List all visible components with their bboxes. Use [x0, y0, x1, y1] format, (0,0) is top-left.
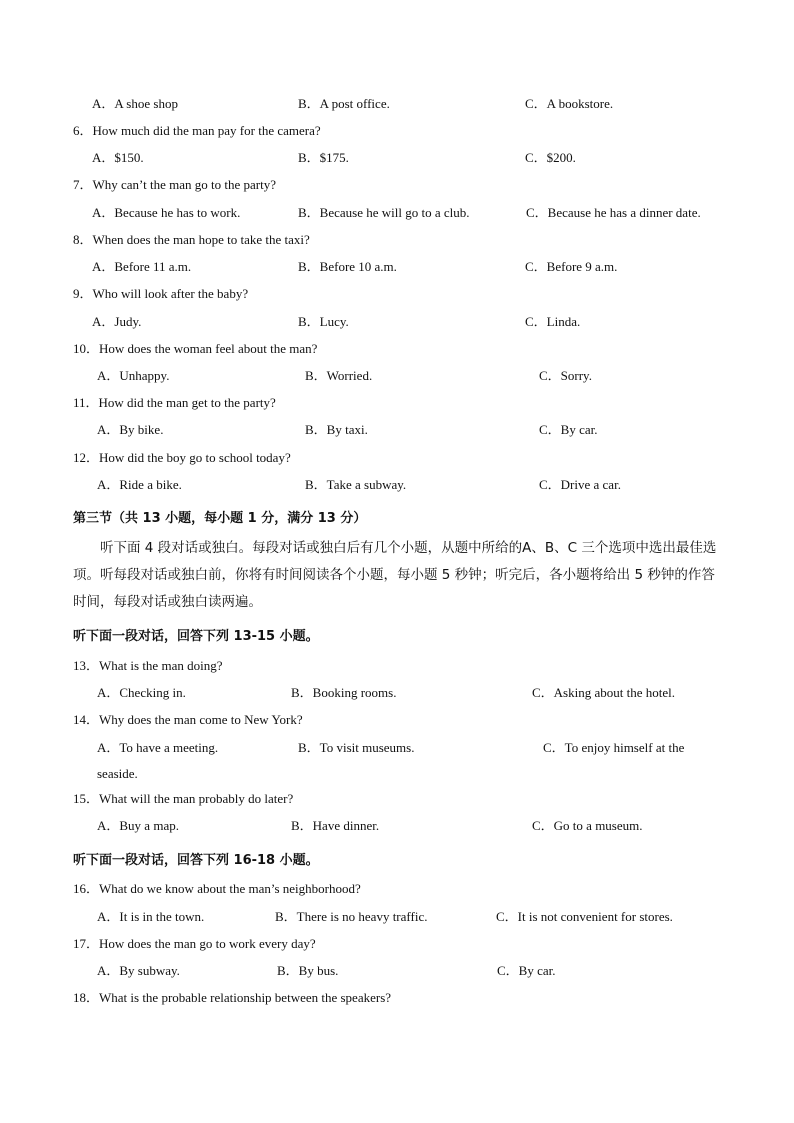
q17-option-b: B．By bus.: [277, 963, 339, 978]
q16-option-b: B．There is no heavy traffic.: [275, 909, 428, 924]
q14-option-a: A．To have a meeting.: [97, 740, 219, 755]
q16-option-a: A．It is in the town.: [97, 909, 205, 924]
q6-stem: 6．How much did the man pay for the camera?: [73, 123, 321, 138]
q7-option-b: B．Because he will go to a club.: [298, 205, 470, 220]
q10-option-b: B．Worried.: [305, 368, 373, 383]
q16-option-c: C．It is not convenient for stores.: [496, 909, 673, 924]
dialog-13-15-title: 听下面一段对话，回答下列 13-15 小题。: [73, 629, 319, 644]
q5-option-a: A．A shoe shop: [92, 96, 178, 111]
q9-option-b: B．Lucy.: [298, 314, 349, 329]
q13-option-c: C．Asking about the hotel.: [532, 685, 675, 700]
q15-option-a: A．Buy a map.: [97, 818, 179, 833]
q13-option-a: A．Checking in.: [97, 685, 186, 700]
q9-option-a: A．Judy.: [92, 314, 142, 329]
q8-option-b: B．Before 10 a.m.: [298, 259, 397, 274]
q12-stem: 12．How did the boy go to school today?: [73, 450, 291, 465]
q7-option-c: C．Because he has a dinner date.: [526, 205, 701, 220]
q14-option-c: C．To enjoy himself at the: [543, 740, 685, 755]
q17-option-c: C．By car.: [497, 963, 556, 978]
section-3-instructions: 听下面 4 段对话或独白。每段对话或独白后有几个小题，从题中所给的A、B、C 三个选项中选出最佳选项。听每段对话或独白前，你将有时间阅读各个小题，每小题 5 秒钟；听完后，各小题将给出 5 秒钟的作答时间，每段对话或独白读两遍。: [73, 540, 717, 610]
q5-option-b: B．A post office.: [298, 96, 390, 111]
q12-option-b: B．Take a subway.: [305, 477, 407, 492]
q11-option-a: A．By bike.: [97, 422, 164, 437]
dialog-16-18-title: 听下面一段对话，回答下列 16-18 小题。: [73, 853, 319, 868]
q15-option-c: C．Go to a museum.: [532, 818, 643, 833]
q6-option-a: A．$150.: [92, 150, 144, 165]
q15-stem: 15．What will the man probably do later?: [73, 791, 294, 806]
q8-stem: 8．When does the man hope to take the taxi?: [73, 232, 310, 247]
q11-option-b: B．By taxi.: [305, 422, 368, 437]
q9-option-c: C．Linda.: [525, 314, 581, 329]
q11-stem: 11．How did the man get to the party?: [73, 395, 276, 410]
q6-option-b: B．$175.: [298, 150, 349, 165]
q13-option-b: B．Booking rooms.: [291, 685, 397, 700]
section-3-title: 第三节（共 13 小题，每小题 1 分，满分 13 分）: [73, 511, 367, 526]
q16-stem: 16．What do we know about the man’s neighborhood?: [73, 881, 361, 896]
q11-option-c: C．By car.: [539, 422, 598, 437]
q14-option-b: B．To visit museums.: [298, 740, 415, 755]
q13-stem: 13．What is the man doing?: [73, 658, 223, 673]
q17-option-a: A．By subway.: [97, 963, 180, 978]
q10-stem: 10．How does the woman feel about the man?: [73, 341, 318, 356]
q8-option-a: A．Before 11 a.m.: [92, 259, 192, 274]
q14-stem: 14．Why does the man come to New York?: [73, 712, 303, 727]
q15-option-b: B．Have dinner.: [291, 818, 380, 833]
q10-option-c: C．Sorry.: [539, 368, 592, 383]
q12-option-c: C．Drive a car.: [539, 477, 621, 492]
q7-stem: 7．Why can’t the man go to the party?: [73, 177, 277, 192]
q9-stem: 9．Who will look after the baby?: [73, 286, 249, 301]
q18-stem: 18．What is the probable relationship between the speakers?: [73, 990, 392, 1005]
q8-option-c: C．Before 9 a.m.: [525, 259, 618, 274]
q7-option-a: A．Because he has to work.: [92, 205, 241, 220]
q17-stem: 17．How does the man go to work every day?: [73, 936, 316, 951]
q10-option-a: A．Unhappy.: [97, 368, 170, 383]
q6-option-c: C．$200.: [525, 150, 576, 165]
q12-option-a: A．Ride a bike.: [97, 477, 182, 492]
q14-option-c-continued: seaside.: [97, 766, 138, 781]
q5-option-c: C．A bookstore.: [525, 96, 614, 111]
